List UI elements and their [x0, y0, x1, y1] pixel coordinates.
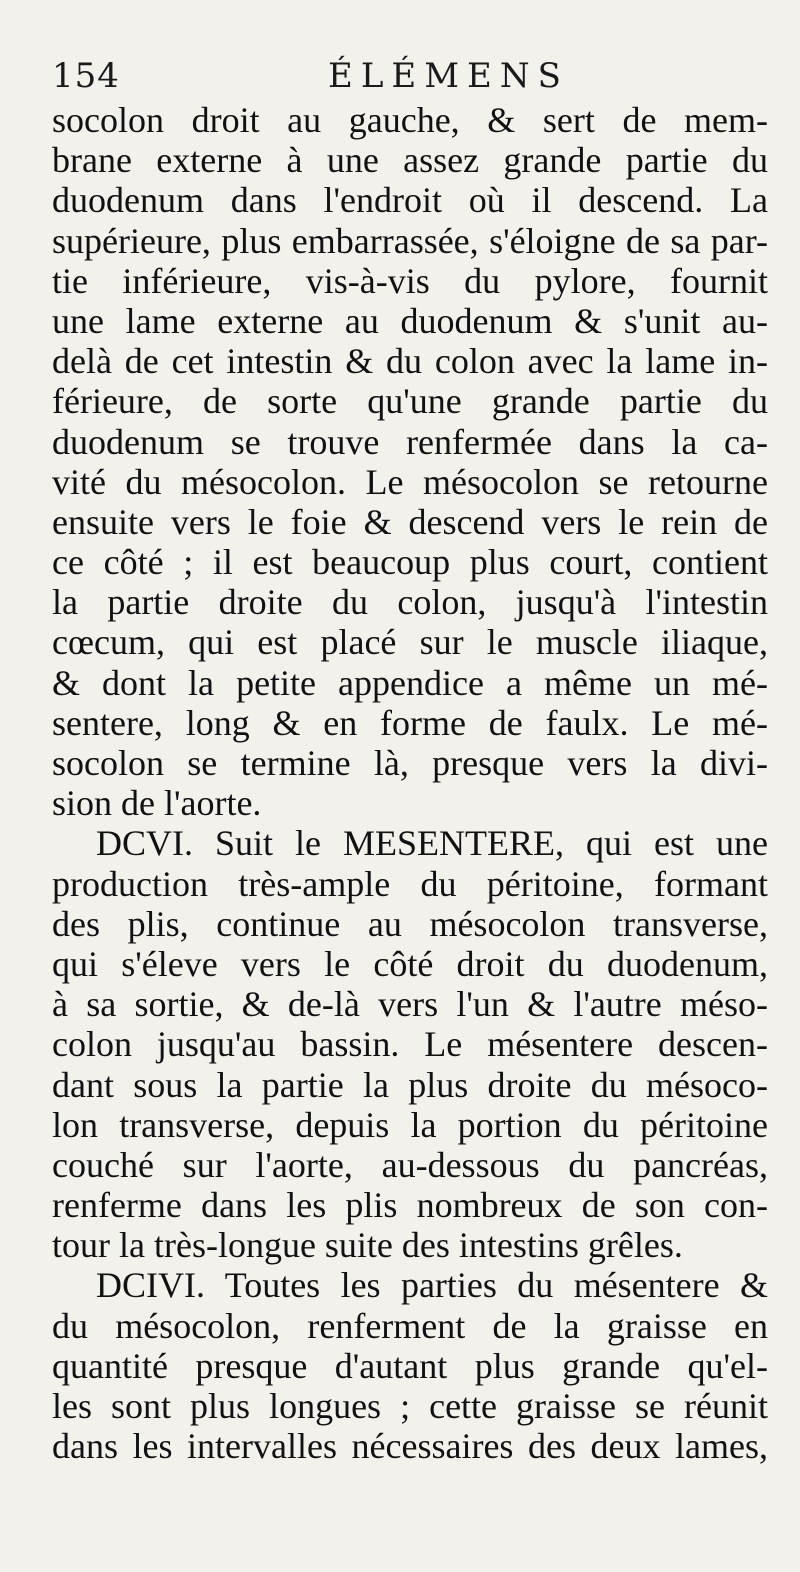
- text-line: ce côté ; il est beaucoup plus court, contient: [52, 542, 768, 583]
- running-head: [48, 52, 768, 100]
- text-line: lon transverse, depuis la portion du péritoine: [52, 1104, 768, 1145]
- text-line: socolon se termine là, presque vers la divi-: [52, 743, 768, 783]
- page-number: 154: [52, 56, 120, 96]
- text-line: duodenum se trouve renfermée dans la ca-: [52, 421, 768, 462]
- text-line: tie inférieure, vis-à-vis du pylore, fournit: [52, 260, 768, 301]
- text-line: production très-ample du péritoine, formant: [52, 863, 768, 904]
- text-line: du mésocolon, renferment de la graisse en: [52, 1305, 768, 1346]
- text-line: cœcum, qui est placé sur le muscle iliaque,: [52, 622, 768, 663]
- text-line: une lame externe au duodenum & s'unit au-: [52, 300, 768, 341]
- text-line: DCVI. Suit le MESENTERE, qui est une: [96, 823, 768, 864]
- text-line: vité du mésocolon. Le mésocolon se retourne: [52, 461, 768, 502]
- text-line: qui s'éleve vers le côté droit du duodenum,: [52, 943, 768, 984]
- text-line: couché sur l'aorte, au-dessous du pancréas,: [52, 1144, 768, 1185]
- text-body: [52, 100, 768, 1466]
- text-line: DCIVI. Toutes les parties du mésentere &: [96, 1265, 768, 1306]
- text-line: ensuite vers le foie & descend vers le rein de: [52, 501, 768, 542]
- text-line: les sont plus longues ; cette graisse se réunit: [52, 1386, 768, 1426]
- text-line: brane externe à une assez grande partie du: [52, 140, 768, 181]
- text-line: delà de cet intestin & du colon avec la lame in-: [52, 341, 768, 382]
- text-line: socolon droit au gauche, & sert de mem-: [52, 100, 768, 140]
- text-line: des plis, continue au mésocolon transverse,: [52, 903, 768, 944]
- text-line: sion de l'aorte.: [52, 783, 262, 824]
- text-line: dans les intervalles nécessaires des deux lames,: [52, 1426, 768, 1467]
- text-line: la partie droite du colon, jusqu'à l'intestin: [52, 582, 768, 623]
- text-line: & dont la petite appendice a même un mé-: [52, 662, 768, 703]
- running-title: ÉLÉMENS: [328, 56, 569, 96]
- text-line: tour la très-longue suite des intestins grêles.: [52, 1225, 683, 1266]
- text-line: à sa sortie, & de-là vers l'un & l'autre méso-: [52, 984, 768, 1025]
- text-line: colon jusqu'au bassin. Le mésentere descen-: [52, 1024, 768, 1065]
- text-line: renferme dans les plis nombreux de son con-: [52, 1185, 768, 1226]
- text-line: quantité presque d'autant plus grande qu'el-: [52, 1345, 768, 1386]
- text-line: duodenum dans l'endroit où il descend. La: [52, 180, 768, 221]
- text-line: férieure, de sorte qu'une grande partie du: [52, 381, 768, 422]
- text-line: sentere, long & en forme de faulx. Le mé-: [52, 702, 768, 743]
- text-line: supérieure, plus embarrassée, s'éloigne de sa par-: [52, 220, 768, 261]
- text-line: dant sous la partie la plus droite du mésoco-: [52, 1064, 768, 1105]
